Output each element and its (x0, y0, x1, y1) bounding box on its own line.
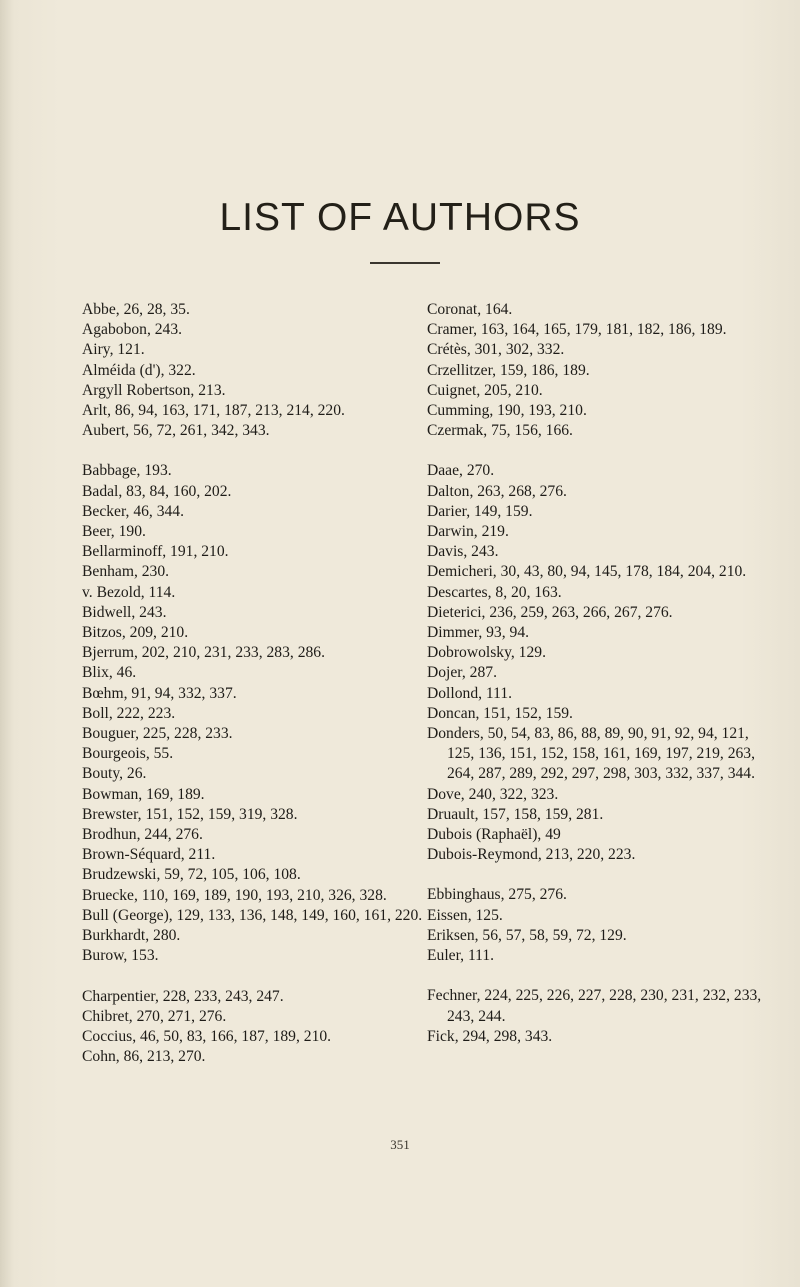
index-entry: Dieterici, 236, 259, 263, 266, 267, 276. (427, 603, 673, 621)
index-entry: Bjerrum, 202, 210, 231, 233, 283, 286. (82, 644, 325, 662)
index-entry: Dubois (Raphaël), 49 (427, 826, 561, 844)
index-entry: Euler, 111. (427, 947, 495, 965)
index-entry: Bouty, 26. (82, 765, 147, 783)
index-entry: Burkhardt, 280. (82, 927, 181, 945)
index-entry: Bœhm, 91, 94, 332, 337. (82, 684, 237, 702)
index-entry: Eriksen, 56, 57, 58, 59, 72, 129. (427, 926, 627, 944)
index-entry: Coccius, 46, 50, 83, 166, 187, 189, 210. (82, 1027, 332, 1045)
index-entry: Cuignet, 205, 210. (427, 381, 543, 399)
section-gap (82, 967, 432, 987)
index-entry: Demicheri, 30, 43, 80, 94, 145, 178, 184, 204, 210. (427, 563, 747, 581)
index-entry: Cramer, 163, 164, 165, 179, 181, 182, 186, 189. (427, 321, 727, 339)
index-entry: Eissen, 125. (427, 906, 503, 924)
page-title: LIST OF AUTHORS (219, 196, 581, 239)
index-entry: Burow, 153. (82, 947, 159, 965)
index-entry: Bouguer, 225, 228, 233. (82, 725, 233, 743)
index-entry: Dove, 240, 322, 323. (427, 785, 559, 803)
index-entry: Druault, 157, 158, 159, 281. (427, 805, 604, 823)
index-entry: Cohn, 86, 213, 270. (82, 1048, 206, 1066)
index-entry: Dubois-Reymond, 213, 220, 223. (427, 846, 636, 864)
index-entry: Darier, 149, 159. (427, 502, 533, 520)
index-entry: Airy, 121. (82, 341, 145, 359)
section-gap (427, 865, 767, 885)
index-entry: Fechner, 224, 225, 226, 227, 228, 230, 231, 232, 233, 243, 244. (427, 987, 762, 1025)
index-entry: Badal, 83, 84, 160, 202. (82, 482, 232, 500)
index-entry: Cumming, 190, 193, 210. (427, 402, 587, 420)
index-entry: Crzellitzer, 159, 186, 189. (427, 361, 590, 379)
index-entry: Dalton, 263, 268, 276. (427, 482, 567, 500)
index-entry: Brudzewski, 59, 72, 105, 106, 108. (82, 866, 301, 884)
index-entry: Bull (George), 129, 133, 136, 148, 149, 160, 161, 220. (82, 906, 423, 924)
index-entry: Beer, 190. (82, 523, 146, 541)
index-entry: Boll, 222, 223. (82, 704, 176, 722)
index-entry: v. Bezold, 114. (82, 583, 176, 601)
left-column (82, 300, 432, 1067)
index-entry: Ebbinghaus, 275, 276. (427, 886, 567, 904)
index-entry: Babbage, 193. (82, 462, 172, 480)
title-rule (370, 262, 440, 264)
index-entry: Dobrowolsky, 129. (427, 644, 546, 662)
index-entry: Abbe, 26, 28, 35. (82, 301, 190, 318)
index-entry: Daae, 270. (427, 462, 495, 480)
index-entry: Bitzos, 209, 210. (82, 624, 189, 642)
index-entry: Darwin, 219. (427, 523, 509, 541)
index-entry: Crétès, 301, 302, 332. (427, 341, 565, 359)
section-gap (427, 441, 767, 461)
index-entry: Benham, 230. (82, 563, 170, 581)
index-entry: Charpentier, 228, 233, 243, 247. (82, 987, 284, 1005)
index-entry: Agabobon, 243. (82, 321, 183, 339)
index-entry: Bruecke, 110, 169, 189, 190, 193, 210, 326, 328. (82, 886, 387, 904)
index-entry: Brewster, 151, 152, 159, 319, 328. (82, 805, 298, 823)
index-entry: Becker, 46, 344. (82, 502, 185, 520)
index-entry: Arlt, 86, 94, 163, 171, 187, 213, 214, 220. (82, 402, 345, 420)
right-column (427, 300, 767, 1047)
index-entry: Coronat, 164. (427, 301, 513, 318)
section-gap (427, 966, 767, 986)
index-entry: Aubert, 56, 72, 261, 342, 343. (82, 422, 270, 440)
index-entry: Dollond, 111. (427, 684, 513, 702)
index-entry: Brown-Séquard, 211. (82, 846, 216, 864)
index-entry: Donders, 50, 54, 83, 86, 88, 89, 90, 91, 92, 94, 121, 125, 136, 151, 152, 158, 161, 169, 197, 219, 263, 264, 287, 289, 292, 297, 298, 303, 332, 337, 344. (427, 725, 755, 783)
index-entry: Dojer, 287. (427, 664, 497, 682)
index-entry: Bidwell, 243. (82, 603, 167, 621)
index-entry: Brodhun, 244, 276. (82, 826, 203, 844)
index-entry: Chibret, 270, 271, 276. (82, 1007, 227, 1025)
index-entry: Descartes, 8, 20, 163. (427, 583, 562, 601)
index-entry: Bellarminoff, 191, 210. (82, 543, 229, 561)
index-entry: Fick, 294, 298, 343. (427, 1027, 553, 1045)
index-entry: Doncan, 151, 152, 159. (427, 704, 573, 722)
index-entry: Alméida (d'), 322. (82, 361, 196, 379)
index-entry: Bowman, 169, 189. (82, 785, 205, 803)
page-number: 351 (390, 1137, 410, 1152)
index-entry: Argyll Robertson, 213. (82, 381, 226, 399)
index-entry: Blix, 46. (82, 664, 137, 682)
index-entry: Davis, 243. (427, 543, 499, 561)
index-entry: Czermak, 75, 156, 166. (427, 422, 573, 440)
index-entry: Bourgeois, 55. (82, 745, 174, 763)
index-entry: Dimmer, 93, 94. (427, 624, 530, 642)
section-gap (82, 441, 432, 461)
